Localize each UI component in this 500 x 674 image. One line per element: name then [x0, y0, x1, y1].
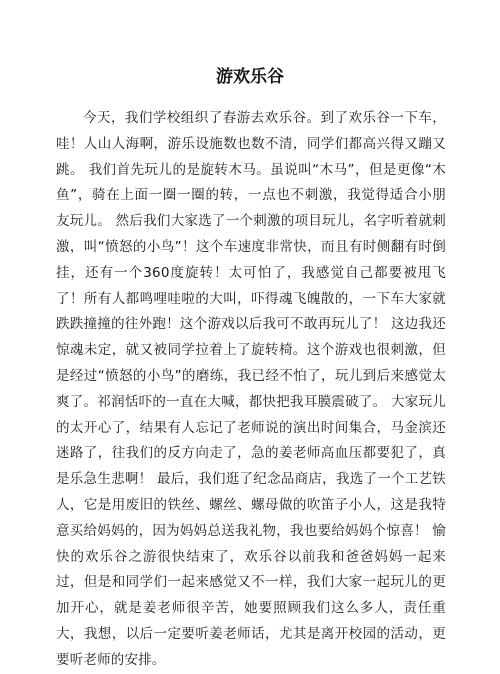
essay-body: 今天，我们学校组织了春游去欢乐谷。到了欢乐谷一下车，哇！人山人海啊，游乐设施数也数不清，同学们都高兴得又蹦又跳。 我们首先玩儿的是旋转木马。虽说叫“木马”，但是更像“木鱼”，骑在上面一圈一圈的转，一点也不刺激，我觉得适合小朋友玩儿。 然后我们大家选了一个刺激的项目玩儿，名字听着就刺激，叫“愤怒的小鸟”！这个车速度非常快，而且有时侧翻有时倒挂，还有一个360度旋转！太可怕了，我感觉自己都要被甩飞了！所有人都鸣哩哇啦的大叫，吓得魂飞魄散的，一下车大家就跌跌撞撞的往外跑！这个游戏以后我可不敢再玩儿了！ 这边我还惊魂未定，就又被同学拉着上了旋转椅。这个游戏也很刺激，但是经过“愤怒的小鸟”的磨练，我已经不怕了，玩儿到后来感觉太爽了。祁润恬吓的一直在大喊，都快把我耳膜震破了。 大家玩儿的太开心了，结果有人忘记了老师说的演出时间集合，马金滨还迷路了，往我们的反方向走了，急的姜老师高血压都要犯了，真是乐急生悲啊！ 最后，我们逛了纪念品商店，我选了一个工艺铁人，它是用废旧的铁丝、螺丝、螺母做的吹笛子小人，这是我特意买给妈妈的，因为妈妈总送我礼物，我也要给妈妈个惊喜！ 愉快的欢乐谷之游很快结束了，欢乐谷以前我和爸爸妈妈一起来过，但是和同学们一起来感觉又不一样，我们大家一起玩儿的更加开心，就是姜老师很辛苦，她要照顾我们这么多人，责任重大，我想，以后一定要听姜老师话，尤其是离开校园的活动，更要听老师的安排。	[56, 110, 446, 668]
document-title: 游欢乐谷	[216, 67, 284, 87]
